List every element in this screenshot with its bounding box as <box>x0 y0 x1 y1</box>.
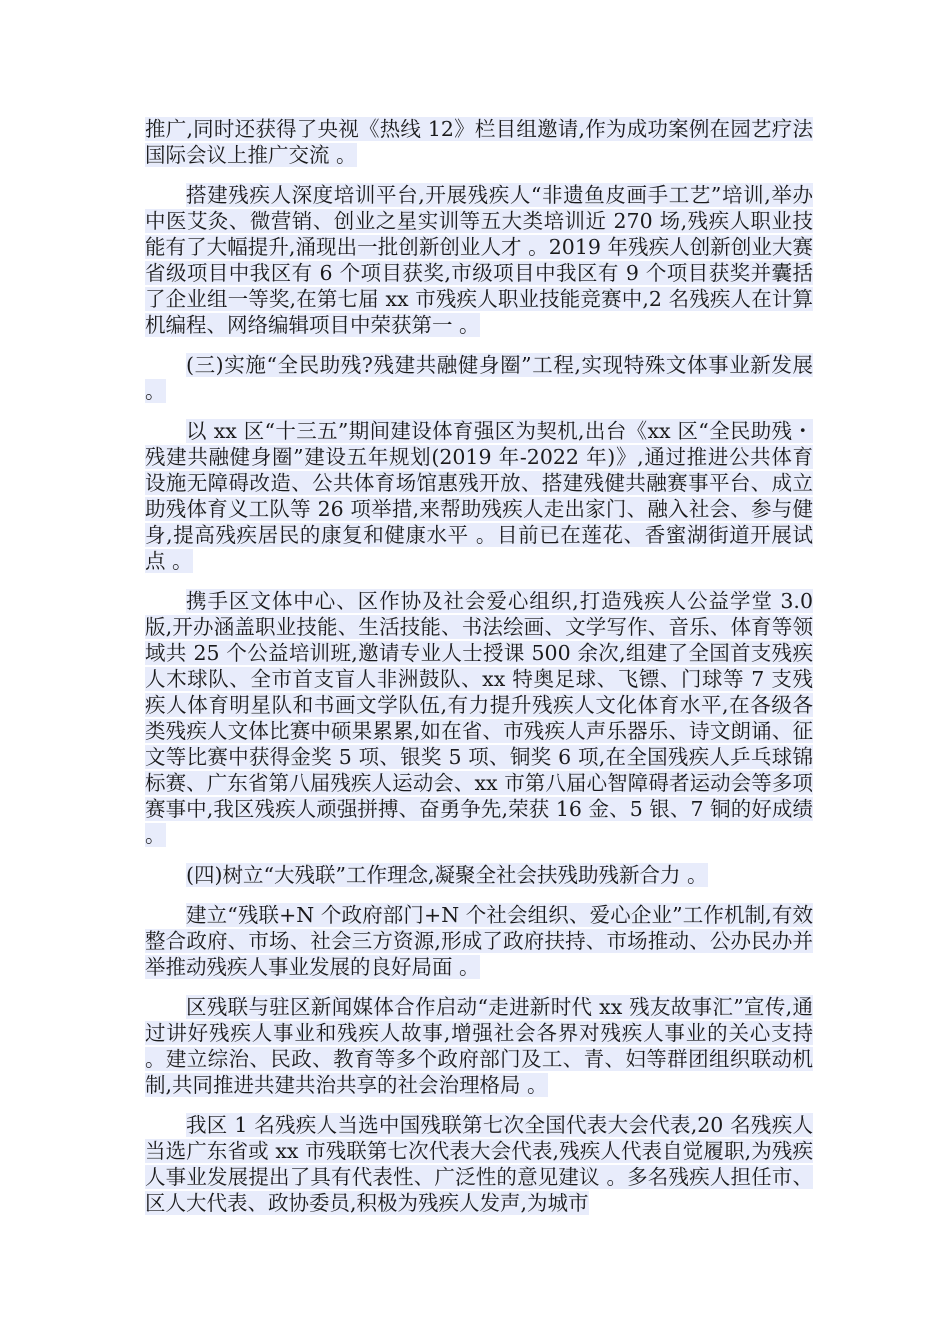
section-heading-4-text: (四)树立“大残联”工作理念,凝聚全社会扶残助残新合力 。 <box>186 863 708 887</box>
paragraph-7 <box>145 902 813 980</box>
paragraph-1 <box>145 116 813 168</box>
paragraph-8 <box>145 994 813 1098</box>
paragraph-8-text: 区残联与驻区新闻媒体合作启动“走进新时代 xx 残友故事汇”宣传,通过讲好残疾人事业和残疾人故事,增强社会各界对残疾人事业的关心支持 。建立综治、民政、教育等多个政府部门及工、青、妇等群团组织联动机制,共同推进共建共治共享的社会治理格局 。 <box>145 995 813 1097</box>
paragraph-7-text: 建立“残联+N 个政府部门+N 个社会组织、爱心企业”工作机制,有效整合政府、市场、社会三方资源,形成了政府扶持、市场推动、公办民办并举推动残疾人事业发展的良好局面 。 <box>145 903 813 979</box>
document-body <box>145 116 813 1230</box>
section-heading-3-text: (三)实施“全民助残?残建共融健身圈”工程,实现特殊文体事业新发展 。 <box>145 353 813 403</box>
paragraph-9 <box>145 1112 813 1216</box>
paragraph-1-text: 推广,同时还获得了央视《热线 12》栏目组邀请,作为成功案例在园艺疗法国际会议上推广交流 。 <box>145 117 813 167</box>
section-heading-4 <box>145 862 813 888</box>
paragraph-2 <box>145 182 813 338</box>
paragraph-4 <box>145 418 813 574</box>
paragraph-2-text: 搭建残疾人深度培训平台,开展残疾人“非遗鱼皮画手工艺”培训,举办中医艾灸、微营销、创业之星实训等五大类培训近 270 场,残疾人职业技能有了大幅提升,涌现出一批创新创业人才 。2019 年残疾人创新创业大赛省级项目中我区有 6 个项目获奖,市级项目中我区有 9 个项目获奖并囊括了企业组一等奖,在第七届 xx 市残疾人职业技能竞赛中,2 名残疾人在计算机编程、网络编辑项目中荣获第一 。 <box>145 183 813 337</box>
paragraph-5-text: 携手区文体中心、区作协及社会爱心组织,打造残疾人公益学堂 3.0 版,开办涵盖职业技能、生活技能、书法绘画、文学写作、音乐、体育等领域共 25 个公益培训班,邀请专业人士授课 500 余次,组建了全国首支残疾人木球队、全市首支盲人非洲鼓队、xx 特奥足球、飞镖、门球等 7 支残疾人体育明星队和书画文学队伍,有力提升残疾人文化体育水平,在各级各类残疾人文体比赛中硕果累累,如在省、市残疾人声乐器乐、诗文朗诵、征文等比赛中获得金奖 5 项、银奖 5 项、铜奖 6 项,在全国残疾人乒乓球锦标赛、广东省第八届残疾人运动会、xx 市第八届心智障碍者运动会等多项赛事中,我区残疾人顽强拼搏、奋勇争先,荣获 16 金、5 银、7 铜的好成绩 。 <box>145 589 813 847</box>
paragraph-5 <box>145 588 813 848</box>
section-heading-3 <box>145 352 813 404</box>
paragraph-9-text: 我区 1 名残疾人当选中国残联第七次全国代表大会代表,20 名残疾人当选广东省或 xx 市残联第七次代表大会代表,残疾人代表自觉履职,为残疾人事业发展提出了具有代表性、广泛性的意见建议 。多名残疾人担任市、区人大代表、政协委员,积极为残疾人发声,为城市 <box>145 1113 813 1215</box>
paragraph-4-text: 以 xx 区“十三五”期间建设体育强区为契机,出台《xx 区“全民助残・残建共融健身圈”建设五年规划(2019 年-2022 年)》,通过推进公共体育设施无障碍改造、公共体育场馆惠残开放、搭建残健共融赛事平台、成立助残体育义工队等 26 项举措,来帮助残疾人走出家门、融入社会、参与健身,提高残疾居民的康复和健康水平 。目前已在莲花、香蜜湖街道开展试点 。 <box>145 419 813 573</box>
